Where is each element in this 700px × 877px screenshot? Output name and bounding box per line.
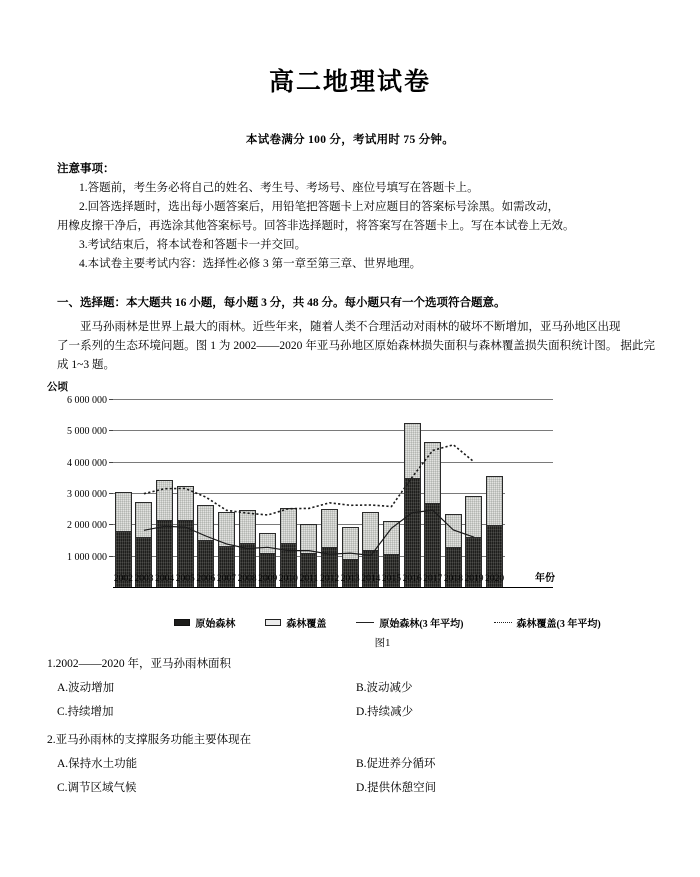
y-axis-tick-label: 4 000 000 bbox=[67, 457, 107, 469]
legend-item-forest-cover bbox=[265, 615, 326, 630]
x-axis-labels bbox=[113, 574, 505, 584]
trend-lines bbox=[113, 400, 505, 588]
x-axis-tick-label: 2005 bbox=[175, 574, 195, 584]
trend-line-forest-cover-avg bbox=[144, 445, 474, 515]
question-1 bbox=[47, 654, 655, 724]
question-2 bbox=[47, 730, 655, 800]
note-item: 1.答题前，考生务必将自己的姓名、考生号、考场号、座位号填写在答题卡上。 bbox=[79, 182, 479, 194]
x-axis-tick-label: 2017 bbox=[423, 574, 443, 584]
notes-section bbox=[0, 160, 700, 274]
figure-caption: 图1 bbox=[374, 638, 391, 649]
option-b[interactable]: B.波动减少 bbox=[356, 682, 413, 694]
x-axis-tick-label: 2011 bbox=[299, 574, 319, 584]
note-item-continued: 用橡皮擦干净后，再选涂其他答案标号。回答非选择题时，将答案写在答题卡上。写在本试卷上无效。 bbox=[57, 220, 575, 232]
x-axis-tick-label: 2012 bbox=[320, 574, 340, 584]
solid-line-swatch-icon bbox=[356, 622, 374, 623]
x-axis-tick-label: 2009 bbox=[258, 574, 278, 584]
exam-subtitle: 本试卷满分 100 分，考试用时 75 分钟。 bbox=[245, 134, 455, 146]
x-axis-title: 年份 bbox=[535, 573, 555, 584]
y-axis-unit: 公顷 bbox=[47, 382, 68, 393]
y-axis-tick-label: 1 000 000 bbox=[67, 551, 107, 563]
x-axis-tick-label: 2018 bbox=[443, 574, 463, 584]
passage-line: 了一系列的生态环境问题。图 1 为 2002——2020 年亚马孙地区原始森林损失面积与森林覆盖损失面积统计图。 bbox=[57, 340, 618, 352]
passage-line: 据此完成 1~3 题。 bbox=[57, 340, 656, 371]
option-a[interactable]: A.保持水土功能 bbox=[57, 758, 138, 770]
y-axis-tick-label: 5 000 000 bbox=[67, 426, 107, 438]
y-axis-tick-label: 3 000 000 bbox=[67, 489, 107, 500]
option-a[interactable]: A.波动增加 bbox=[57, 682, 115, 694]
x-axis-tick-label: 2010 bbox=[278, 574, 298, 584]
question-options bbox=[47, 752, 655, 776]
legend-item-primary-forest-avg bbox=[356, 615, 463, 630]
x-axis-tick-label: 2015 bbox=[381, 574, 401, 584]
question-stem: 1.2002——2020 年，亚马孙雨林面积 bbox=[47, 658, 231, 670]
note-item: 3.考试结束后，将本试卷和答题卡一并交回。 bbox=[79, 239, 307, 251]
x-axis-tick-label: 2016 bbox=[402, 574, 422, 584]
trend-line-primary-forest-avg bbox=[144, 510, 474, 555]
section-heading: 一、选择题：本大题共 16 小题，每小题 3 分，共 48 分。每小题只有一个选项符合题意。 bbox=[57, 297, 506, 309]
chart-legend bbox=[75, 615, 700, 630]
x-axis-tick-label: 2004 bbox=[155, 574, 175, 584]
reading-passage bbox=[0, 318, 700, 375]
option-c[interactable]: C.持续增加 bbox=[57, 706, 114, 718]
figure-1 bbox=[0, 379, 700, 649]
x-axis-tick-label: 2008 bbox=[237, 574, 257, 584]
questions-section bbox=[0, 654, 700, 800]
page-title: 高二地理试卷 bbox=[268, 69, 431, 96]
x-axis-tick-label: 2020 bbox=[485, 574, 505, 584]
x-axis-tick-label: 2014 bbox=[361, 574, 381, 584]
option-d[interactable]: D.持续减少 bbox=[356, 706, 414, 718]
light-bar-swatch-icon bbox=[265, 619, 281, 626]
question-options bbox=[47, 776, 655, 800]
y-axis-tick-label: 6 000 000 bbox=[67, 395, 107, 406]
x-axis-tick-label: 2002 bbox=[113, 574, 133, 584]
y-axis-tick-label: 2 000 000 bbox=[67, 520, 107, 532]
option-c[interactable]: C.调节区域气候 bbox=[57, 782, 137, 794]
notes-title: 注意事项： bbox=[57, 163, 115, 175]
question-options bbox=[47, 700, 655, 724]
note-item: 4.本试卷主要考试内容：选择性必修 3 第一章至第三章、世界地理。 bbox=[79, 258, 422, 270]
passage-line: 亚马孙雨林是世界上最大的雨林。近些年来，随着人类不合理活动对雨林的破坏不断增加，亚马孙地区出现 bbox=[80, 321, 621, 333]
chart-area bbox=[50, 395, 595, 610]
note-item: 2.回答选择题时，选出每小题答案后，用铅笔把答题卡上对应题目的答案标号涂黑。如需改动， bbox=[79, 201, 560, 213]
plot-region bbox=[67, 395, 555, 588]
legend-label: 森林覆盖 bbox=[286, 619, 327, 630]
option-b[interactable]: B.促进养分循环 bbox=[356, 758, 436, 770]
option-d[interactable]: D.提供休憩空间 bbox=[356, 782, 437, 794]
question-stem: 2.亚马孙雨林的支撑服务功能主要体现在 bbox=[47, 734, 252, 746]
x-axis-tick-label: 2013 bbox=[340, 574, 360, 584]
legend-label: 森林覆盖(3 年平均) bbox=[516, 619, 601, 630]
dotted-line-swatch-icon bbox=[494, 622, 512, 623]
legend-label: 原始森林(3 年平均) bbox=[379, 619, 464, 630]
x-axis-tick-label: 2003 bbox=[134, 574, 154, 584]
x-axis bbox=[113, 587, 553, 588]
x-axis-tick-label: 2019 bbox=[464, 574, 484, 584]
legend-item-forest-cover-avg bbox=[494, 615, 601, 630]
dark-bar-swatch-icon bbox=[174, 619, 190, 626]
legend-item-primary-forest bbox=[174, 615, 235, 630]
x-axis-tick-label: 2006 bbox=[196, 574, 216, 584]
x-axis-tick-label: 2007 bbox=[216, 574, 236, 584]
question-options bbox=[47, 676, 655, 700]
legend-label: 原始森林 bbox=[195, 619, 236, 630]
